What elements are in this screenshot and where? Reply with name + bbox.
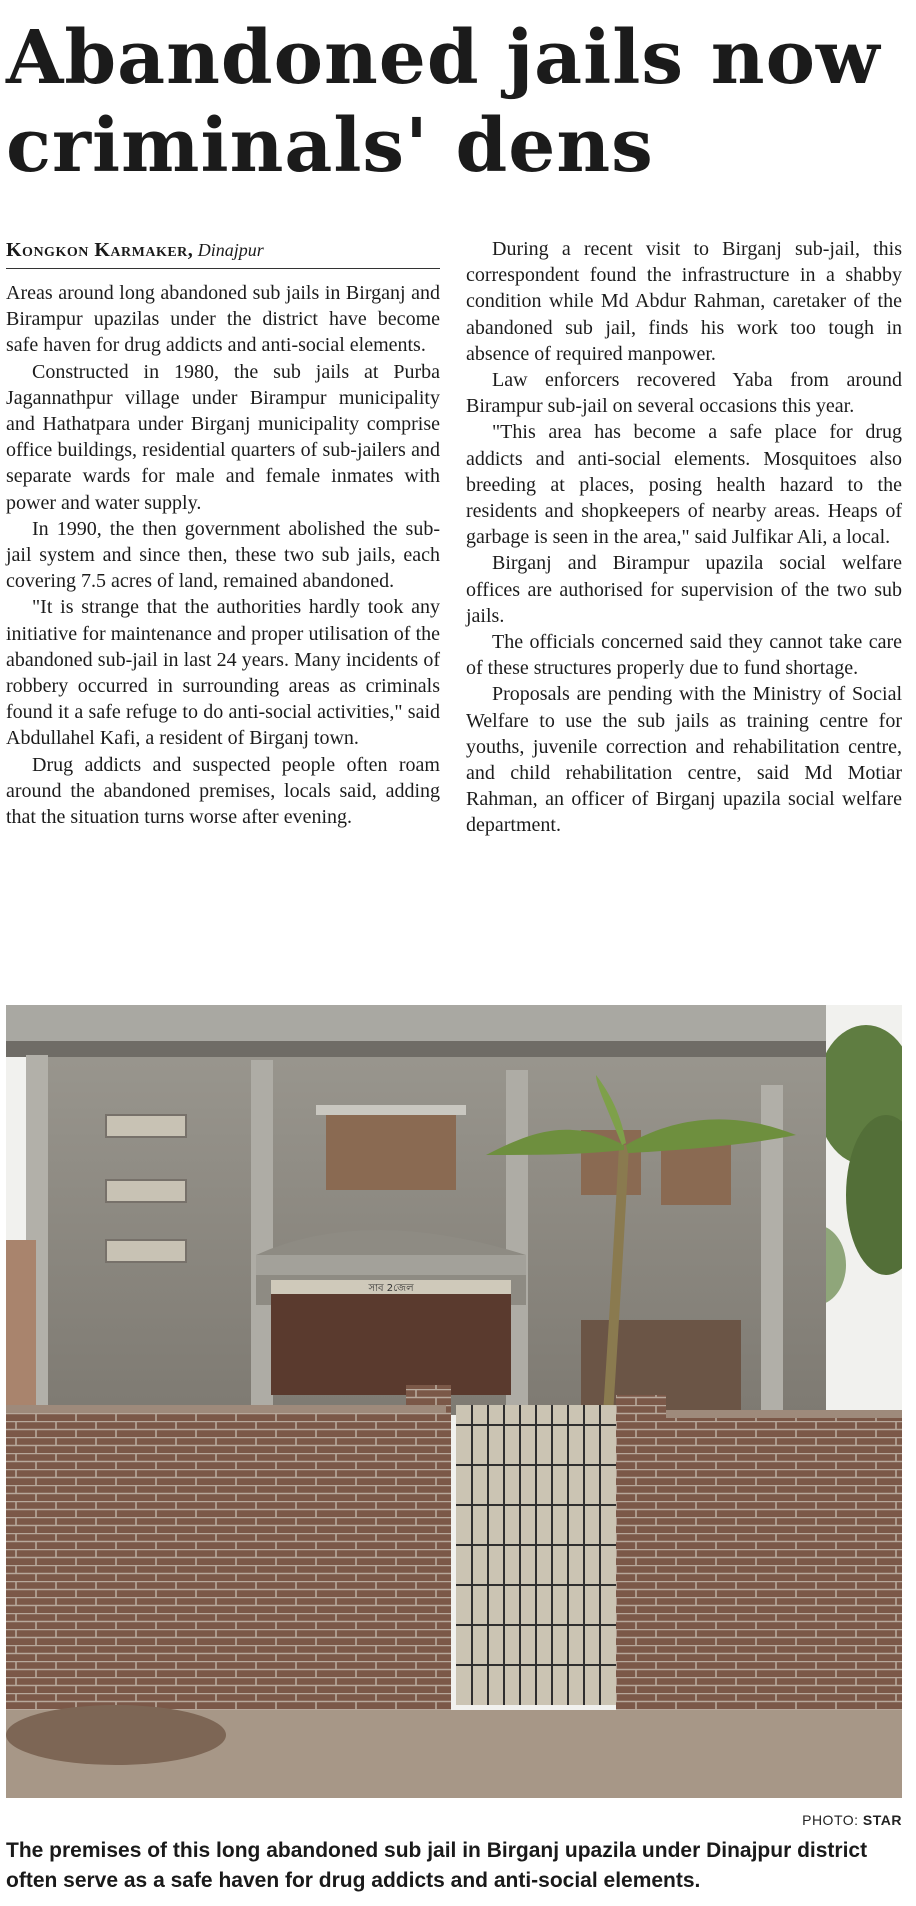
article-column-left: [6, 280, 440, 830]
caption-line-1: The premises of this long abandoned sub jail in Birganj upazila under Dinajpur district: [6, 1839, 868, 1862]
headline-line-2: criminals' dens: [6, 103, 654, 189]
paragraph: During a recent visit to Birganj sub-jail, this correspondent found the infrastructure in a shabby condition while Md Abdur Rahman, caretaker of the abandoned sub jail, finds his work too tough in absence of required manpower.: [466, 238, 902, 365]
paragraph: Birganj and Birampur upazila social welfare offices are authorised for supervision of the two sub jails.: [466, 552, 902, 627]
caption-line-2: often serve as a safe haven for drug addicts and anti-social elements.: [6, 1869, 701, 1892]
paragraph: "It is strange that the authorities hardly took any initiative for maintenance and proper utilisation of the abandoned sub-jail in last 24 years. Many incidents of robbery occurred in surrounding areas as criminals found it a safe refuge to do anti-social activities," said Abdullahel Kafi, a resident of Birganj town.: [6, 596, 440, 750]
byline: [6, 236, 440, 269]
paragraph: In 1990, the then government abolished the sub-jail system and since then, these two sub jails, each covering 7.5 acres of land, remained abandoned.: [6, 517, 440, 593]
jail-sign: সাব 2জেল: [368, 1283, 414, 1294]
photo-caption: [6, 1836, 910, 1896]
iron-gate: [456, 1405, 616, 1705]
headline-line-1: Abandoned jails now: [6, 15, 881, 101]
paragraph: Drug addicts and suspected people often roam around the abandoned premises, locals said, adding that the situation turns worse after evening.: [6, 753, 440, 829]
article-column-right: [466, 236, 902, 839]
photo-credit: [802, 1812, 902, 1828]
photo-credit-source: STAR: [862, 1812, 902, 1828]
paragraph: The officials concerned said they cannot take care of these structures properly due to fund shortage.: [466, 631, 902, 680]
paragraph: Proposals are pending with the Ministry of Social Welfare to use the sub jails as training centre for youths, juvenile correction and rehabilitation centre, and child rehabilitation centre, said Md Motiar Rahman, an officer of Birganj upazila social welfare department.: [466, 683, 902, 837]
byline-author: Kongkon Karmaker,: [6, 239, 194, 261]
jail-photo: [6, 1005, 902, 1798]
paragraph: Areas around long abandoned sub jails in Birganj and Birampur upazilas under the district have become safe haven for drug addicts and anti-social elements.: [6, 282, 440, 357]
jail-building: [6, 1005, 826, 1415]
photo-credit-prefix: PHOTO:: [802, 1812, 859, 1828]
paragraph: Constructed in 1980, the sub jails at Purba Jagannathpur village under Birampur municipality and Hathatpara under Birganj municipality comprise office buildings, residential quarters of sub-jailers and separate wards for male and female inmates with power and water supply.: [6, 360, 440, 514]
headline: [6, 14, 910, 190]
jail-photo-illustration: [6, 1005, 902, 1798]
paragraph: "This area has become a safe place for drug addicts and anti-social elements. Mosquitoes also breeding at places, posing health hazard to the residents and shopkeepers of nearby areas. Heaps of garbage is seen in the area," said Julfikar Ali, a local.: [466, 421, 902, 549]
byline-place: Dinajpur: [197, 240, 264, 260]
paragraph: Law enforcers recovered Yaba from around Birampur sub-jail on several occasions this year.: [466, 369, 902, 418]
